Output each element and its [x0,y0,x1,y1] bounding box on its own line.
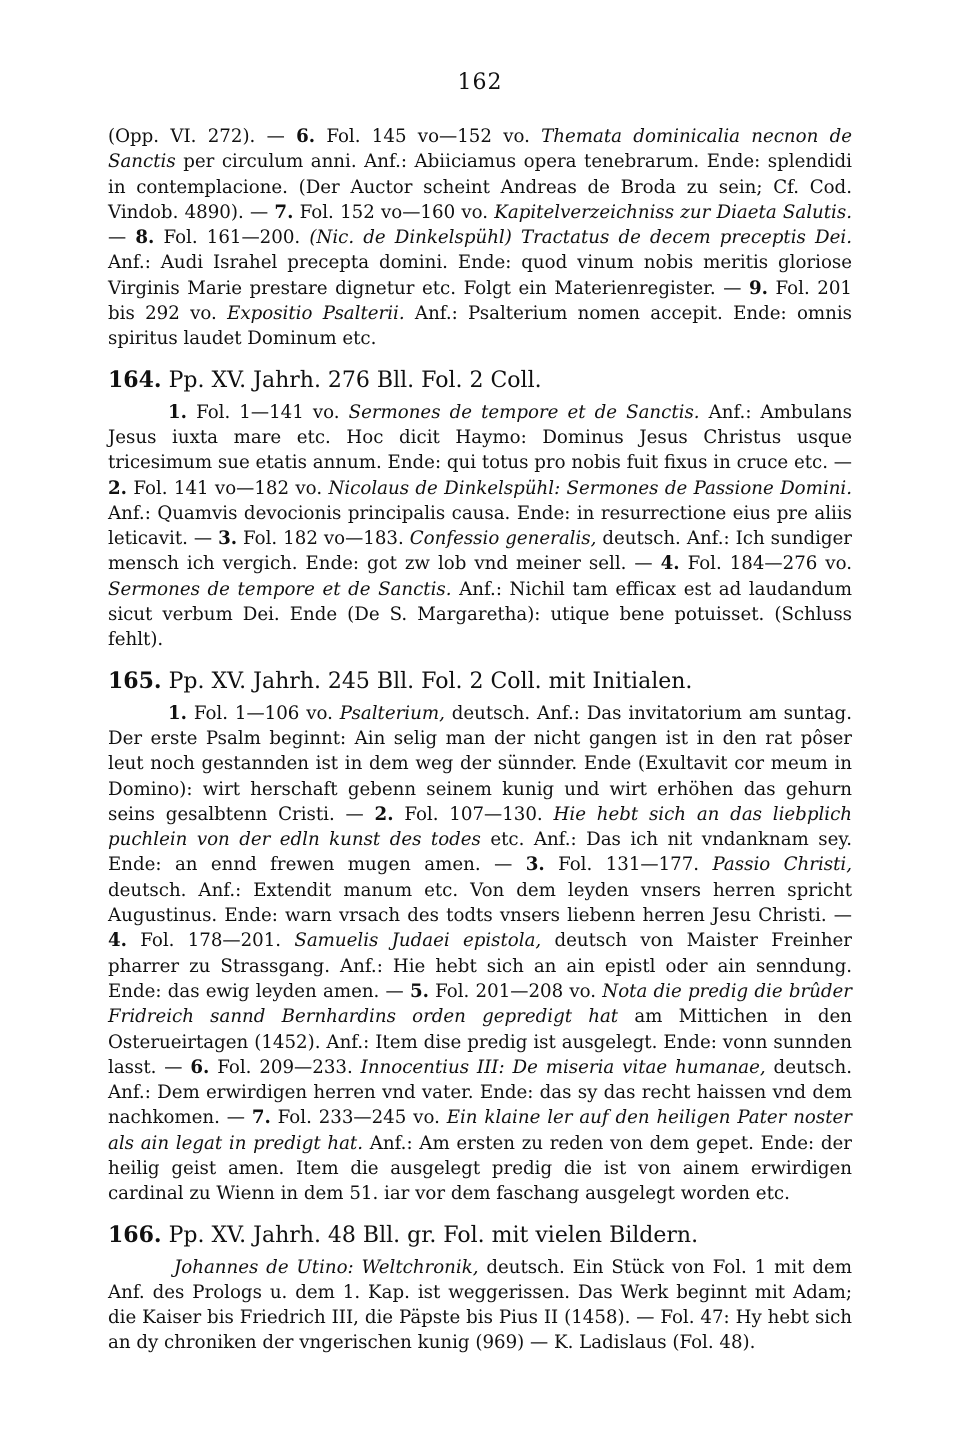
page-content [108,124,852,1356]
text-run: Anf.: Audi Israhel precepta domini. Ende: quod vinum nobis meritis gloriose Virginis Marie prestare dignetur etc. Folgt ein Materienregister. — [108,252,852,299]
entry-body [108,1255,852,1356]
entry-heading [108,667,852,696]
item-number: 2. [374,803,394,825]
work-title: Psalterium, [339,702,445,724]
text-run: Fol. 201—208 vo. [428,980,603,1002]
entry-heading-text: Pp. XV. Jahrh. 276 Bll. Fol. 2 Coll. [161,367,542,393]
page-number: 162 [457,70,503,95]
item-number: 2. [108,477,127,499]
text-run: deutsch. Anf.: Dem erwirdigen herren vnd vater. Ende: das sy das recht haissen vnd dem nachkomen. — [108,1056,852,1129]
item-number: 7. [251,1107,271,1129]
text-run: Fol. 131—177. [544,854,713,876]
text-run: Anf.: Psalterium nomen accepit. Ende: omnis spiritus laudet Dominum etc. [108,303,852,350]
work-title: Ein klaine ler auf den heiligen Pater noster als ain legat in predigt hat. [108,1107,852,1154]
work-title: Passio Christi, [712,854,853,876]
text-run: Anf.: Quamvis devocionis principalis causa. Ende: in resurrectione eius pre aliis leticavit. — [108,502,852,550]
text-run: deutsch. Ein Stück von Fol. 1 mit dem Anf. des Prologs u. dem 1. Kap. ist weggerissen. Das Werk beginnt mit Adam; die Kaiser bis Friedrich III, die Päpste bis Pius II (1458). — Fol. 47: Hy hebt sich an dy chroniken der vngerischen kunig (969) — K. Ladislaus (Fol. 48). [108,1256,852,1354]
text-run: Fol. 182 vo—183. [237,528,410,550]
item-number: 9. [748,277,768,299]
item-number: 8. [135,227,155,249]
item-number: 5. [409,980,429,1002]
text-run: Fol. 201 bis 292 vo. [108,277,852,325]
text-run: Fol. 1—106 vo. [187,702,340,724]
text-run: (Opp. VI. 272). — [108,126,297,147]
work-title: Samuelis Judaei epistola, [294,930,542,952]
work-title: Kapitelverzeichniss zur Diaeta Salutis. [494,201,852,223]
work-title: Expositio Psalterii. [227,303,405,325]
work-title: Sermones de tempore et de Sanctis. [348,401,700,423]
entry-heading [108,366,852,395]
work-title: Confessio generalis, [409,528,597,550]
item-number: 4. [660,553,680,575]
text-run: etc. Anf.: Das ich nit vndanknam sey. Ende: an ennd frewen mugen amen. — [108,829,852,876]
entry-body [108,400,852,653]
text-run: am Mittichen in den Osterueirtagen (1452). Anf.: Item dise predig ist ausgelegt. Ende: vonn sunnden lasst. — [108,1006,852,1078]
text-run: deutsch. Anf.: Das invitatorium am suntag. Der erste Psalm beginnt: Ain selig man der nicht gangen ist in den rat pôser leut noch gestannden ist in dem weg der sünnder. Ende (Exultavit cor meum in Domino): wirt herschaft gebenn seinem kunig und wirt erhöhen das gehurn seins gesalbtenn Cristi. — [108,702,852,825]
work-title: Nota die predig die brûder Fridreich sannd Bernhardins orden gepredigt hat [108,980,852,1028]
text-run: Fol. 178—201. [127,930,295,952]
work-title: Nicolaus de Dinkelspühl: Sermones de Passione Domini. [328,477,852,499]
item-number: 1. [168,702,187,724]
item-number: 3. [525,854,545,876]
text-run: deutsch. Anf.: Extendit manum etc. Von dem leyden vnsers herren spricht Augustinus. Ende: warn vrsach des todts vnsers liebenn herren Jesu Christi. — [108,879,852,927]
text-run: Anf.: Ambulans Jesus iuxta mare etc. Hoc dicit Haymo: Dominus Jesus Christus usque tricesimum sue etatis annum. Ende: qui totus pro nobis fuit fixus in cruce etc. — [108,401,852,474]
entry-heading-text: Pp. XV. Jahrh. 48 Bll. gr. Fol. mit vielen Bildern. [161,1222,699,1248]
text-run: Fol. 141 vo—182 vo. [127,477,329,499]
work-title: Sermones de tempore et de Sanctis. [108,578,452,600]
entry-number: 165. [108,667,162,694]
catalog-entry [108,667,852,1207]
text-run: Fol. 152 vo—160 vo. [293,201,495,223]
text-run: Fol. 184—276 vo. [679,553,852,575]
item-number: 3. [218,528,238,550]
entry-heading-text: Pp. XV. Jahrh. 245 Bll. Fol. 2 Coll. mit Initialen. [161,668,693,694]
text-run: Fol. 209—233. [209,1056,361,1078]
entry-number: 164. [108,366,162,393]
text-run: Fol. 233—245 vo. [270,1107,447,1129]
entry-heading [108,1221,852,1250]
text-run: Fol. 107—130. [393,803,554,825]
text-run: Anf.: Nichil tam efficax est ad laudandum sicut verbum Dei. Ende (De S. Margaretha): utique bene potuisset. (Schluss fehlt). [108,578,852,651]
continuation-paragraph [108,124,852,352]
catalog-entry [108,366,852,653]
text-run: — [108,227,136,249]
text-run: Fol. 145 vo—152 vo. [315,126,542,147]
text-run: Anf.: Am ersten zu reden von dem gepet. Ende: der heilig geist amen. Item die ausgelegt predig die ist von ainem erwirdigen cardinal zu Wienn in dem 51. iar vor dem faschang ausgelegt worden etc. [108,1132,852,1205]
work-title: Hie hebt sich an das liebplich puchlein von der edln kunst des todes [108,803,853,851]
text-run: per circulum anni. Anf.: Abiiciamus opera tenebrarum. Ende: splendidi in contemplacione. (Der Auctor scheint Andreas de Broda zu sein; Cf. Cod. Vindob. 4890). — [108,151,852,223]
work-title: Innocentius III: De miseria vitae humanae, [360,1056,766,1078]
work-title: Themata dominicalia necnon de Sanctis [108,126,852,173]
item-number: 6. [190,1056,210,1078]
item-number: 1. [168,401,187,423]
work-title: (Nic. de Dinkelspühl) Tractatus de decem preceptis Dei. [309,227,852,249]
item-number: 6. [296,126,316,147]
text-run: deutsch von Maister Freinher pharrer zu Strassgang. Anf.: Hie hebt sich an ain epistl oder ain senndung. Ende: das ewig leyden amen. — [108,930,852,1002]
text-run: Fol. 161—200. [154,227,310,249]
text-run: deutsch. Anf.: Ich sundiger mensch ich vergich. Ende: got zw lob vnd meiner sell. — [108,528,853,575]
entry-number: 166. [108,1221,162,1248]
catalog-entry [108,1221,852,1356]
entry-body [108,701,852,1207]
text-run: Fol. 1—141 vo. [187,401,349,423]
item-number: 7. [274,201,294,223]
item-number: 4. [108,930,127,952]
work-title: Johannes de Utino: Weltchronik, [174,1256,479,1278]
